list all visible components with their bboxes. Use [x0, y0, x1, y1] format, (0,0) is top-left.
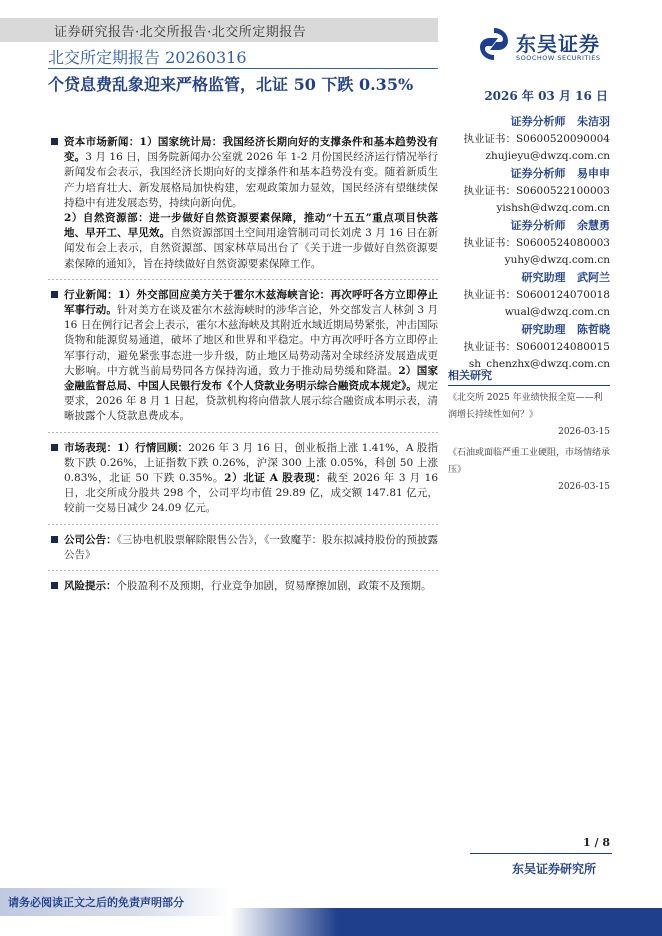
item-lead: 风险提示：: [64, 580, 117, 593]
analyst-name: 易申申: [577, 167, 610, 180]
analyst-email[interactable]: zhujieyu@dwzq.com.cn: [485, 150, 610, 162]
breadcrumb-banner: [0, 18, 438, 42]
logo-name-en: SOOCHOW SECURITIES: [516, 54, 601, 62]
page-number: 1 / 8: [583, 836, 610, 849]
footer-band: [230, 908, 662, 936]
report-type: 北交所定期报告 20260316: [48, 48, 247, 67]
logo-name-cn: 东吴证券: [516, 32, 600, 56]
cert-label: 执业证书：: [463, 341, 516, 353]
bullet-square-icon: [51, 138, 58, 145]
item-text-1: 3 月 16 日，国务院新闻办公室就 2026 年 1-2 月份国民经济运行情况举行新闻发布会表示，我国经济长期向好的支撑条件和基本趋势没有变。随着新质生产力培育壮大、新发展格局加快构建，宏观政策加力显效，国民经济有望继续保持稳中有进发展态势，持续向新向优。: [64, 151, 438, 209]
analyst-card: [448, 165, 610, 217]
item-bold-1: 1）外交部回应美方关于霍尔木兹海峡言论：再次呼吁各方立即停止军事行动。: [64, 288, 439, 317]
related-research: [448, 368, 610, 500]
bullet-square-icon: [51, 536, 58, 543]
item-text-2: 自然资源部国土空间用途管制司司长刘虎 3 月 16 日在新闻发布会上表示，自然资源部、国家林草局出台了《关于进一步做好自然资源要素保障的通知》，旨在持续做好自然资源要素保障工作。: [64, 227, 438, 270]
analyst-role: 证券分析师: [510, 115, 566, 128]
item-lead: 资本市场新闻：: [64, 136, 140, 148]
cert-number: S0600520090004: [515, 133, 610, 145]
cert-label: 执业证书：: [463, 185, 516, 197]
summary-item-market-performance: [48, 441, 438, 517]
analyst-card: [448, 217, 610, 269]
section-divider: [48, 570, 438, 571]
footer-divider: [470, 853, 612, 854]
related-report-link[interactable]: 《石油或面临严重工业硬阻，市场情绪承压》: [448, 448, 611, 475]
disclaimer-text[interactable]: 请务必阅读正文之后的免责声明部分: [8, 896, 184, 909]
bullet-square-icon: [51, 582, 58, 589]
logo-mark-icon: [476, 26, 512, 62]
item-bold-2: 2）国家金融监督总局、中国人民银行发布《个人贷款业务明示综合融资成本规定》。: [64, 364, 439, 393]
item-text-1: 个股盈利不及预期，行业竞争加剧，贸易摩擦加剧，政策不及预期。: [116, 580, 432, 593]
summary-item-risk-warning: [48, 579, 438, 594]
summary-column: [48, 135, 438, 594]
report-type-divider: [48, 68, 438, 69]
section-divider: [48, 432, 438, 433]
item-bold-2: 2）北证 A 股表现：: [224, 472, 327, 485]
cert-number: S0600522100003: [515, 185, 610, 197]
item-lead: 市场表现：: [64, 441, 118, 454]
item-bold-1: 1）行情回顾：: [117, 441, 189, 454]
analyst-email[interactable]: yishsh@dwzq.com.cn: [496, 202, 610, 214]
analyst-name: 余慧勇: [577, 219, 610, 232]
bullet-square-icon: [51, 291, 58, 298]
item-text-2: 规定要求，2026 年 8 月 1 日起，贷款机构将向借款人展示综合融资成本明示表，清晰披露个人贷款息费成本。: [64, 380, 439, 423]
analyst-role: 证券分析师: [510, 167, 566, 180]
item-text-1: 针对美方在谈及霍尔木兹海峡时的涉华言论，外交部发言人林剑 3 月 16 日在例行记者会上表示，霍尔木兹海峡及其附近水域近期局势紧张，冲击国际货物和能源贸易通道，破坏了地区和世界和平稳定。中方再次呼吁各方立即停止军事行动，避免紧张事态进一步升级，防止地区局势动荡对全球经济发展造成更大影响。中方就当前局势同各方保持沟通，致力于推动局势缓和降温。: [64, 304, 439, 377]
analyst-role: 证券分析师: [510, 219, 566, 232]
summary-item-capital-market: [48, 135, 438, 272]
analyst-role: 研究助理: [521, 271, 566, 284]
analyst-card: [448, 269, 610, 321]
related-research-title: 相关研究: [448, 369, 492, 382]
item-lead: 行业新闻：: [64, 288, 118, 301]
cert-number: S0600124070018: [515, 289, 610, 301]
related-report-link[interactable]: 《北交所 2025 年业绩快报全览——利润增长持续性如何？》: [448, 393, 603, 420]
footer-institute: 东吴证券研究所: [512, 862, 597, 876]
analyst-email[interactable]: sh_chenzhx@dwzq.com.cn: [468, 358, 610, 370]
analyst-name: 武阿兰: [577, 271, 610, 284]
disclaimer-bar: [0, 888, 230, 916]
report-date: 2026 年 03 月 16 日: [484, 89, 608, 103]
analyst-card: [448, 321, 610, 373]
brand-logo: [476, 26, 626, 70]
item-bold-1: 1）国家统计局：我国经济长期向好的支撑条件和基本趋势没有变。: [64, 136, 438, 164]
item-text-2: 截至 2026 年 3 月 16 日，北交所成分股共 298 个，公司平均市值 29.89 亿，成交额 147.81 亿元，较前一交易日减少 24.09 亿元。: [64, 472, 439, 515]
cert-number: S0600524080003: [515, 237, 610, 249]
analyst-name: 陈哲晓: [577, 323, 610, 336]
bullet-square-icon: [51, 444, 58, 451]
summary-item-industry-news: [48, 288, 438, 425]
analyst-email[interactable]: wual@dwzq.com.cn: [504, 306, 610, 318]
section-divider: [48, 524, 438, 525]
analyst-card: [448, 113, 610, 165]
cert-label: 执业证书：: [463, 237, 516, 249]
item-bold-2: 2）自然资源部：进一步做好自然资源要素保障，推动“十五五”重点项目快落地、早开工、早见效。: [64, 212, 438, 240]
analyst-role: 研究助理: [521, 323, 566, 336]
related-report-date: 2026-03-15: [558, 482, 610, 492]
related-research-divider: [448, 385, 610, 386]
analyst-email[interactable]: yuhy@dwzq.com.cn: [504, 254, 610, 266]
summary-item-company-announcements: [48, 533, 438, 563]
section-divider: [48, 279, 438, 280]
cert-label: 执业证书：: [463, 133, 516, 145]
item-text-1: 2026 年 3 月 16 日，创业板指上涨 1.41%，A 股指数下跌 0.26%，上证指数下跌 0.26%，沪深 300 上涨 0.05%，科创 50 上涨 0.83%，北证 50 下跌 0.35%。: [64, 441, 439, 485]
item-text-1: 《三协电机股票解除限售公告》，《一致魔芋：股东拟减持股份的预披露公告》: [64, 533, 439, 561]
analyst-panel: [448, 113, 610, 373]
cert-label: 执业证书：: [463, 289, 516, 301]
item-lead: 公司公告：: [64, 533, 117, 546]
breadcrumb: 证券研究报告·北交所报告·北交所定期报告: [54, 25, 307, 40]
related-report-date: 2026-03-15: [558, 427, 610, 437]
analyst-name: 朱洁羽: [577, 115, 610, 128]
page-title: 个贷息费乱象迎来严格监管，北证 50 下跌 0.35%: [48, 75, 414, 94]
cert-number: S0600124080015: [515, 341, 610, 353]
